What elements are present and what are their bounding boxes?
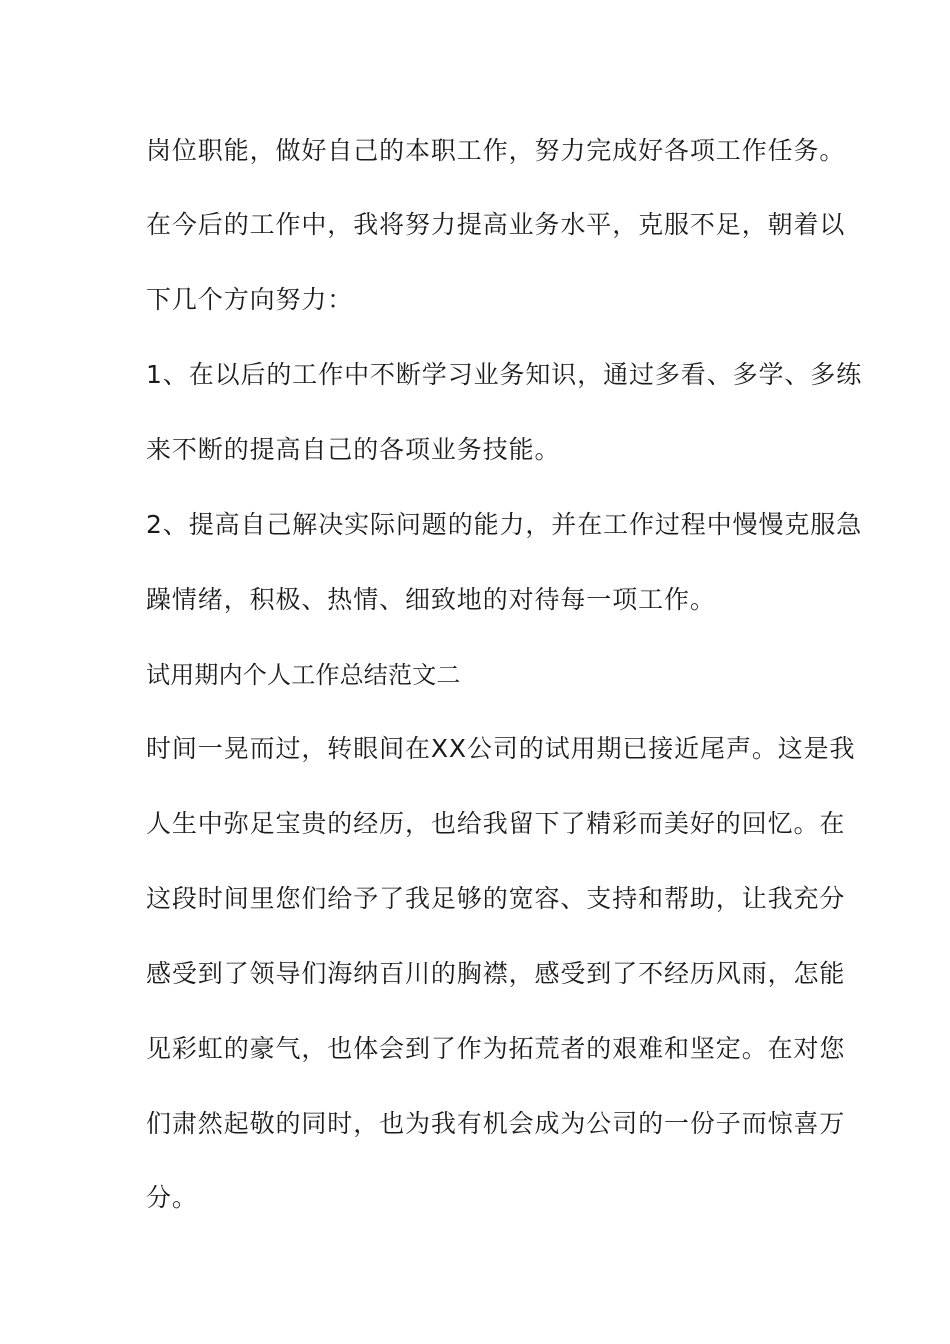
text-line: 躁情绪，积极、热情、细致地的对待每一项工作。 (146, 585, 716, 614)
section-heading: 试用期内个人工作总结范文二 (146, 661, 461, 689)
text-line: 这段时间里您们给予了我足够的宽容、支持和帮助，让我充分 (146, 884, 846, 913)
text-line: 在今后的工作中，我将努力提高业务水平，克服不足，朝着以 (146, 210, 846, 239)
text-line: 分。 (146, 1183, 198, 1212)
text-line: 时间一晃而过，转眼间在XX公司的试用期已接近尾声。这是我 (146, 734, 856, 763)
text-line: 见彩虹的豪气，也体会到了作为拓荒者的艰难和坚定。在对您 (146, 1034, 846, 1063)
text-line: 们肃然起敬的同时，也为我有机会成为公司的一份子而惊喜万 (146, 1109, 846, 1138)
text-line: 感受到了领导们海纳百川的胸襟，感受到了不经历风雨，怎能 (146, 959, 846, 988)
text-line: 岗位职能，做好自己的本职工作，努力完成好各项工作任务。 (146, 136, 846, 165)
text-line: 来不断的提高自己的各项业务技能。 (146, 435, 561, 464)
text-line: 2、提高自己解决实际问题的能力，并在工作过程中慢慢克服急 (146, 510, 863, 539)
text-line: 1、在以后的工作中不断学习业务知识，通过多看、多学、多练 (146, 360, 863, 389)
text-line: 下几个方向努力： (146, 285, 354, 314)
text-line: 人生中弥足宝贵的经历，也给我留下了精彩而美好的回忆。在 (146, 809, 846, 838)
